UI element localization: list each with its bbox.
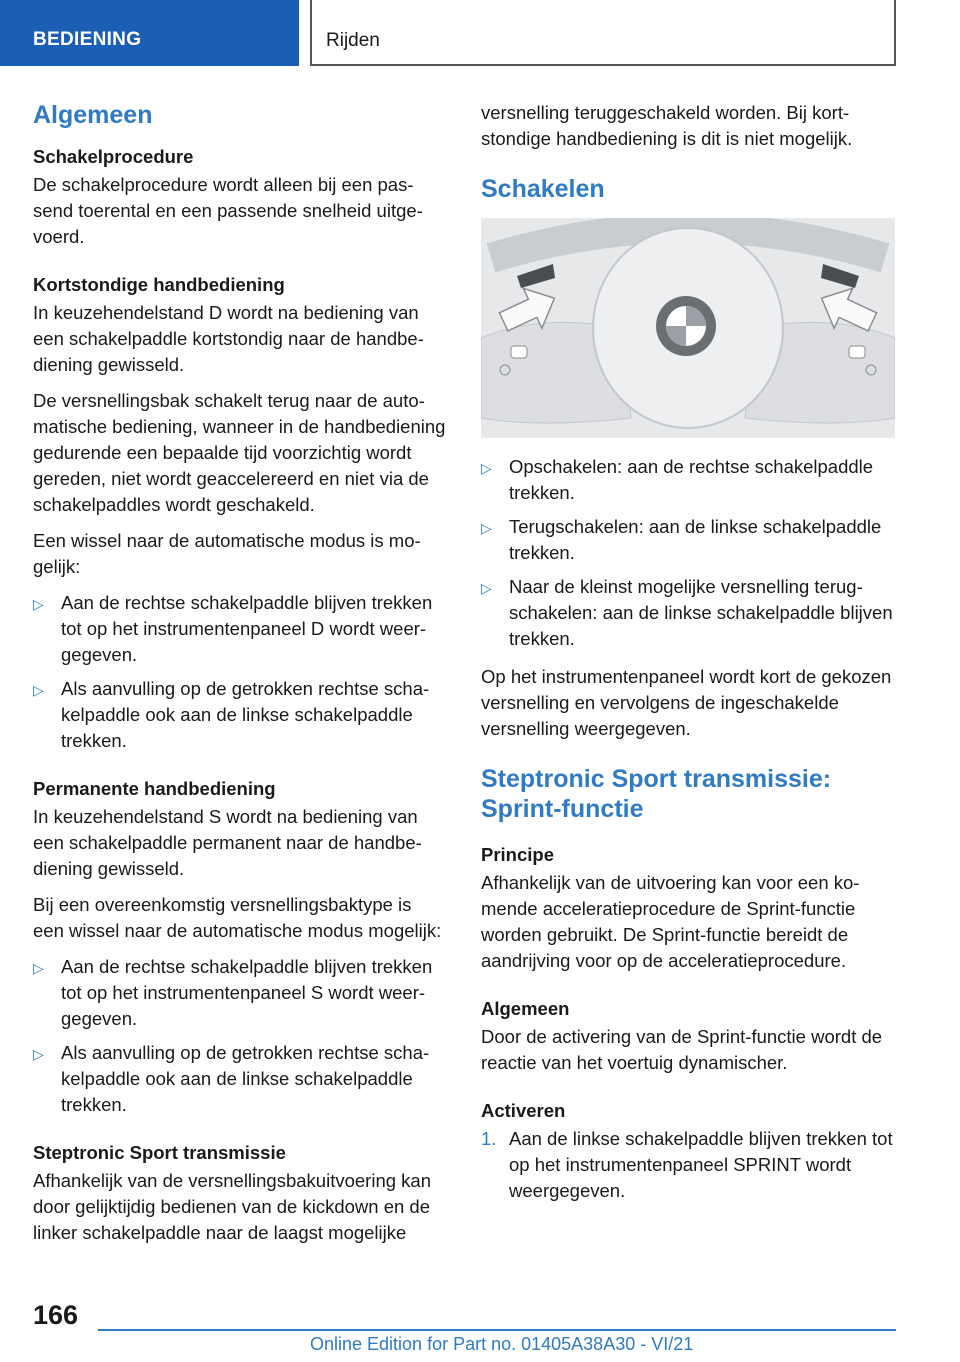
steering-wheel-illustration: [481, 218, 895, 438]
footer-divider: [98, 1329, 896, 1331]
step-number: 1.: [481, 1128, 497, 1149]
triangle-right-icon: ▷: [33, 1046, 44, 1062]
paragraph: Afhankelijk van de versnellingsbakuitvoering kan door gelijktijdig bedienen van de kickdown en de linker schakelpaddle naar de laagst mogelijke: [33, 1170, 431, 1243]
list-item: [481, 514, 895, 566]
paragraph: Een wissel naar de automatische modus is mogelijk:: [33, 530, 421, 577]
list-item-text: Aan de linkse schakelpaddle blijven trekken tot op het instrumentenpaneel SPRINT wordt weergegeven.: [509, 1128, 893, 1201]
triangle-right-icon: ▷: [33, 596, 44, 612]
list-item-text: Als aanvulling op de getrokken rechtse schakelpaddle ook aan de linkse schakelpaddle trekken.: [61, 1042, 430, 1115]
numbered-list: [481, 1126, 895, 1204]
paragraph: In keuzehendelstand D wordt na bediening van een schakelpaddle kortstondig naar de handbediening gewisseld.: [33, 302, 424, 375]
chapter-tab: [310, 0, 896, 66]
paragraph: Op het instrumentenpaneel wordt kort de gekozen versnelling en vervolgens de ingeschakelde versnelling weergegeven.: [481, 666, 892, 739]
section-tab: [0, 0, 299, 66]
list-item-text: Als aanvulling op de getrokken rechtse schakelpaddle ook aan de linkse schakelpaddle trekken.: [61, 678, 430, 751]
list-item-text: Naar de kleinst mogelijke versnelling terugschakelen: aan de linkse schakelpaddle blijven trekken.: [509, 576, 893, 649]
heading-algemeen: Algemeen: [33, 101, 153, 129]
heading-sprint: Steptronic Sport transmissie: Sprint-functie: [481, 765, 832, 823]
paragraph: versnelling teruggeschakeld worden. Bij kortstondige handbediening is dit is niet mogelijk.: [481, 102, 853, 149]
steering-wheel-icon: [481, 218, 895, 438]
list-item-text: Aan de rechtse schakelpaddle blijven trekken tot op het instrumentenpaneel S wordt weergegeven.: [61, 956, 433, 1029]
subheading-activeren: Activeren: [481, 1100, 566, 1121]
subheading-kortstondig: Kortstondige handbediening: [33, 274, 285, 295]
bullet-list: [481, 454, 895, 652]
section-title: BEDIENING: [33, 29, 142, 50]
list-item: [481, 574, 895, 652]
heading-schakelen: Schakelen: [481, 175, 605, 203]
subheading-permanent: Permanente handbediening: [33, 778, 276, 799]
paragraph: Bij een overeenkomstig versnellingsbaktype is een wissel naar de automatische modus mogelijk:: [33, 894, 442, 941]
bullet-list: [33, 954, 447, 1118]
triangle-right-icon: ▷: [481, 520, 492, 536]
paragraph: De schakelprocedure wordt alleen bij een passend toerental en een passende snelheid uitgevoerd.: [33, 174, 423, 247]
subheading-principe: Principe: [481, 844, 554, 865]
list-item: [33, 590, 447, 668]
subheading-steptronic: Steptronic Sport transmissie: [33, 1142, 286, 1163]
paragraph: Afhankelijk van de uitvoering kan voor een komende acceleratieprocedure de Sprint-functie worden gebruikt. De Sprint-functie bereidt de aandrijving voor op de acceleratieprocedure.: [481, 872, 860, 971]
paragraph: In keuzehendelstand S wordt na bediening van een schakelpaddle permanent naar de handbediening gewisseld.: [33, 806, 422, 879]
triangle-right-icon: ▷: [33, 960, 44, 976]
triangle-right-icon: ▷: [481, 580, 492, 596]
list-item: [481, 1126, 895, 1204]
chapter-title: Rijden: [326, 30, 380, 51]
list-item: [481, 454, 895, 506]
right-column: [481, 100, 895, 1212]
subheading-algemeen: Algemeen: [481, 998, 570, 1019]
paragraph: Door de activering van de Sprint-functie wordt de reactie van het voertuig dynamischer.: [481, 1026, 883, 1073]
bullet-list: [33, 590, 447, 754]
list-item: [33, 954, 447, 1032]
triangle-right-icon: ▷: [33, 682, 44, 698]
list-item-text: Opschakelen: aan de rechtse schakelpaddle trekken.: [509, 456, 874, 503]
list-item-text: Terugschakelen: aan de linkse schakelpaddle trekken.: [509, 516, 882, 563]
triangle-right-icon: ▷: [481, 460, 492, 476]
list-item: [33, 676, 447, 754]
left-column: [33, 100, 447, 1256]
list-item-text: Aan de rechtse schakelpaddle blijven trekken tot op het instrumentenpaneel D wordt weergegeven.: [61, 592, 433, 665]
paragraph: De versnellingsbak schakelt terug naar de automatische bediening, wanneer in de handbediening gedurende een bepaalde tijd voorzichtig wordt gereden, niet wordt geaccelereerd en niet via de schakelpaddles wordt geschakeld.: [33, 390, 446, 515]
edition-note: Online Edition for Part no. 01405A38A30 - VI/21: [310, 1334, 694, 1354]
subheading-schakelprocedure: Schakelprocedure: [33, 146, 194, 167]
page-number: 166: [33, 1300, 79, 1330]
page-header: [0, 0, 960, 66]
list-item: [33, 1040, 447, 1118]
